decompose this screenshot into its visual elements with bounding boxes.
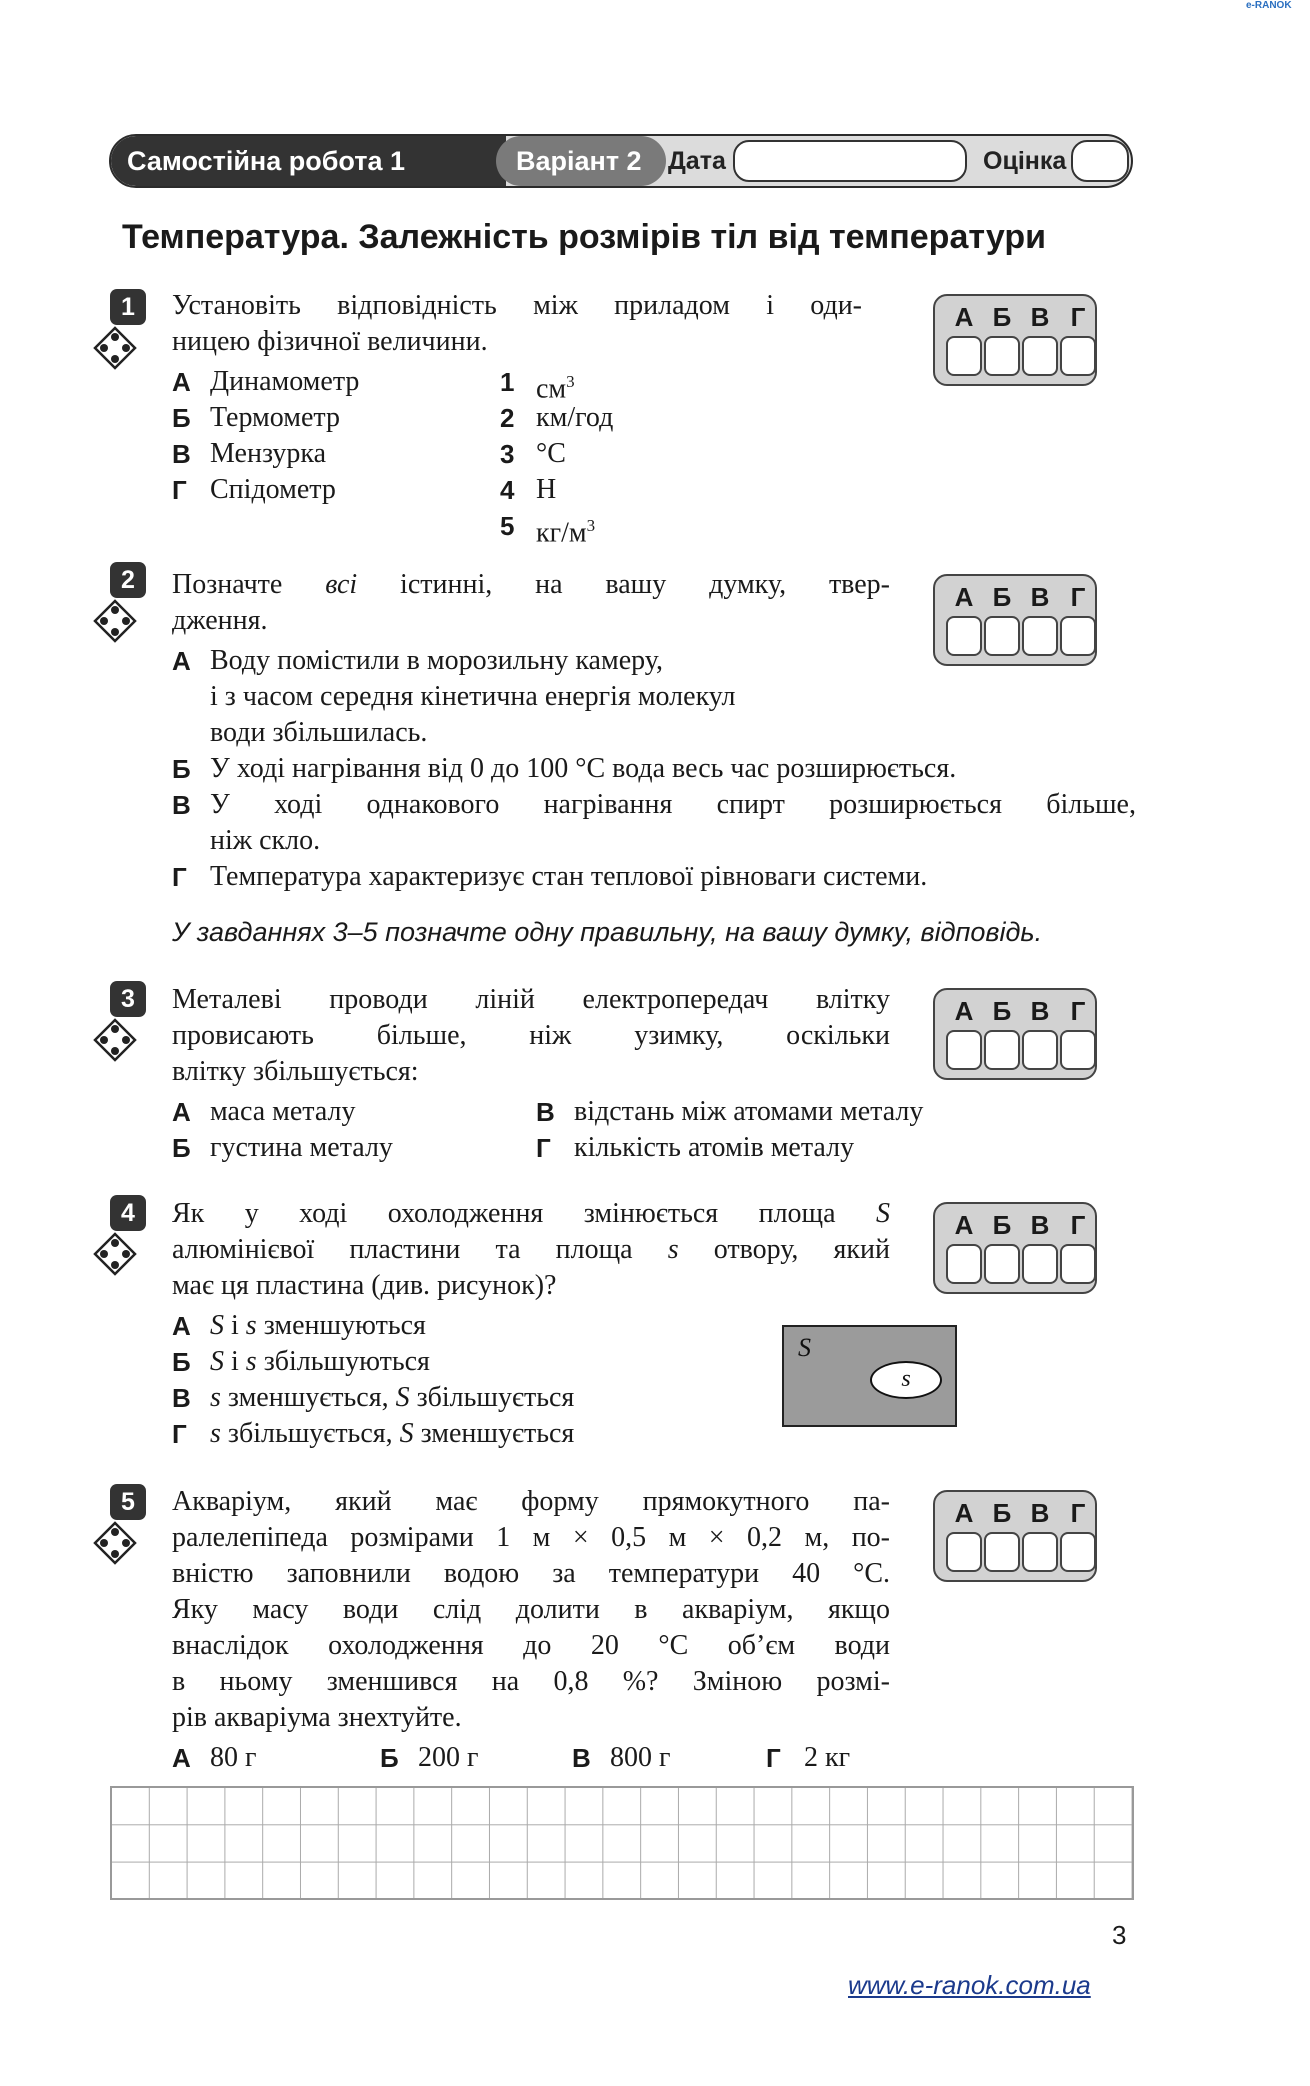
task-text-line: Яку масу води слід долити в акваріум, якщо [172,1594,890,1625]
unit-text: Н [536,474,557,505]
solution-grid[interactable] [110,1786,1134,1900]
option-letter: Г [172,1419,187,1449]
option-text: відстань між атомами металу [574,1096,924,1127]
option-text: У ході однакового нагрівання спирт розширюється більше, [210,789,1136,820]
worksheet-header [109,134,1133,188]
option-letter: А [172,646,191,676]
dice-icon [92,1520,138,1566]
option-number: 2 [500,403,515,433]
answer-cell[interactable] [946,336,982,376]
unit-text: км/год [536,402,614,433]
answer-letter: Б [992,1498,1012,1528]
answer-letter: В [1030,1498,1050,1528]
option-text: води збільшилась. [210,717,428,748]
date-label: Дата [668,147,726,175]
task-text-line: дження. [172,605,268,636]
answer-grid [933,1490,1097,1582]
task-text-line: влітку збільшується: [172,1056,419,1087]
option-number: 5 [500,511,515,541]
answer-cell[interactable] [984,616,1020,656]
unit-text: °С [536,438,566,469]
option-letter: Г [766,1743,781,1773]
option-letter: А [172,1743,191,1773]
variant-label: Варіант 2 [496,136,666,186]
answer-grid [933,1202,1097,1294]
page-title: Температура. Залежність розмірів тіл від температури [122,218,1046,256]
option-letter: Б [172,1347,191,1377]
answer-cell[interactable] [1022,1030,1058,1070]
task-text-line: ралелепіпеда розмірами 1 м × 0,5 м × 0,2 м, по- [172,1522,890,1553]
answer-letter: В [1030,1210,1050,1240]
option-letter: В [172,790,191,820]
answer-cell[interactable] [946,616,982,656]
answer-letter: А [954,1210,974,1240]
answer-cell[interactable] [984,1244,1020,1284]
grade-field[interactable] [1071,140,1129,182]
option-text: ніж скло. [210,825,321,856]
option-text: S і s збільшуються [210,1346,430,1377]
answer-letter: Б [992,302,1012,332]
answer-letter: Б [992,996,1012,1026]
dice-icon [92,598,138,644]
option-letter: Г [172,475,187,505]
plate-figure [782,1325,957,1427]
option-text: 2 кг [804,1742,851,1773]
grade-label: Оцінка [983,147,1067,175]
answer-grid [933,988,1097,1080]
task-text-line: Позначте всі істинні, на вашу думку, твер- [172,569,890,600]
option-number: 1 [500,367,515,397]
option-text: s зменшується, S збільшується [210,1382,575,1413]
dice-icon [92,1231,138,1277]
option-text: кількість атомів металу [574,1132,855,1163]
answer-letter: А [954,302,974,332]
page-number: 3 [1112,1920,1127,1950]
option-number: 4 [500,475,515,505]
option-number: 3 [500,439,515,469]
option-text: Динамометр [210,366,360,397]
option-letter: В [536,1097,555,1127]
answer-cell[interactable] [1060,1532,1096,1572]
option-text: У ході нагрівання від 0 до 100 °С вода весь час розширюється. [210,753,957,784]
option-letter: Г [536,1133,551,1163]
task-text-line: рів акваріума знехтуйте. [172,1702,462,1733]
hole-area-label: s [870,1361,942,1399]
task-number: 1 [110,289,146,325]
option-text: 800 г [610,1742,671,1773]
answer-letter: Б [992,1210,1012,1240]
answer-cell[interactable] [984,1532,1020,1572]
instruction-text: У завданнях 3–5 позначте одну правильну, на вашу думку, відповідь. [172,917,1043,947]
answer-cell[interactable] [1060,616,1096,656]
answer-cell[interactable] [1060,1030,1096,1070]
task-text-line: в ньому зменшився на 0,8 %? Зміною розмі- [172,1666,890,1697]
option-text: густина металу [210,1132,393,1163]
option-letter: Б [380,1743,399,1773]
work-title: Самостійна робота 1 [111,136,506,186]
task-text-line: алюмінієвої пластини та площа s отвору, який [172,1234,890,1265]
answer-cell[interactable] [946,1030,982,1070]
option-letter: В [572,1743,591,1773]
option-letter: А [172,367,191,397]
task-text-line: Як у ході охолодження змінюється площа S [172,1198,890,1229]
unit-text: $см^3$ [536,372,575,405]
option-text: Воду помістили в морозильну камеру, [210,645,663,676]
publisher-logo: e-RANOK [1246,0,1292,11]
task-text-line: провисають більше, ніж узимку, оскільки [172,1020,890,1051]
answer-cell[interactable] [1022,1532,1058,1572]
option-letter: Б [172,754,191,784]
unit-text: $кг/м^3$ [536,516,596,549]
option-letter: А [172,1311,191,1341]
answer-letter: Г [1070,1210,1086,1240]
answer-cell[interactable] [984,336,1020,376]
task-text-line: має ця пластина (див. рисунок)? [172,1270,557,1301]
option-letter: Б [172,1133,191,1163]
task-text-line: внаслідок охолодження до 20 °С об’єм води [172,1630,890,1661]
answer-letter: В [1030,302,1050,332]
task-number: 5 [110,1484,146,1520]
option-text: s збільшується, S зменшується [210,1418,575,1449]
answer-cell[interactable] [984,1030,1020,1070]
date-field[interactable] [733,140,967,182]
answer-letter: Г [1070,1498,1086,1528]
option-letter: В [172,1383,191,1413]
answer-cell[interactable] [1060,336,1096,376]
answer-letter: Г [1070,582,1086,612]
option-letter: Г [172,862,187,892]
option-letter: Б [172,403,191,433]
answer-cell[interactable] [946,1532,982,1572]
answer-cell[interactable] [1022,616,1058,656]
answer-letter: В [1030,996,1050,1026]
task-number: 4 [110,1195,146,1231]
answer-letter: В [1030,582,1050,612]
dice-icon [92,325,138,371]
answer-grid [933,574,1097,666]
option-text: Температура характеризує стан теплової рівноваги системи. [210,861,928,892]
option-text: Термометр [210,402,340,433]
option-text: S і s зменшуються [210,1310,426,1341]
option-text: маса металу [210,1096,356,1127]
option-text: Спідометр [210,474,336,505]
option-letter: А [172,1097,191,1127]
task-number: 2 [110,562,146,598]
answer-cell[interactable] [1022,1244,1058,1284]
task-text-line: Металеві проводи ліній електропередач влітку [172,984,890,1015]
answer-letter: А [954,996,974,1026]
task-number: 3 [110,981,146,1017]
answer-letter: Б [992,582,1012,612]
website-link[interactable]: www.e-ranok.com.ua [848,1970,1091,2000]
answer-cell[interactable] [946,1244,982,1284]
answer-cell[interactable] [1060,1244,1096,1284]
option-text: і з часом середня кінетична енергія молекул [210,681,736,712]
answer-cell[interactable] [1022,336,1058,376]
answer-letter: А [954,582,974,612]
answer-grid [933,294,1097,386]
option-text: Мензурка [210,438,327,469]
answer-letter: А [954,1498,974,1528]
task-text-line: Установіть відповідність між приладом і оди- [172,290,862,321]
option-letter: В [172,439,191,469]
answer-letter: Г [1070,996,1086,1026]
answer-letter: Г [1070,302,1086,332]
option-text: 80 г [210,1742,257,1773]
plate-area-label: S [798,1333,811,1362]
task-text-line: Акваріум, який має форму прямокутного па- [172,1486,890,1517]
option-text: 200 г [418,1742,479,1773]
task-text-line: ницею фізичної величини. [172,326,488,357]
dice-icon [92,1017,138,1063]
task-text-line: вністю заповнили водою за температури 40 °С. [172,1558,890,1589]
